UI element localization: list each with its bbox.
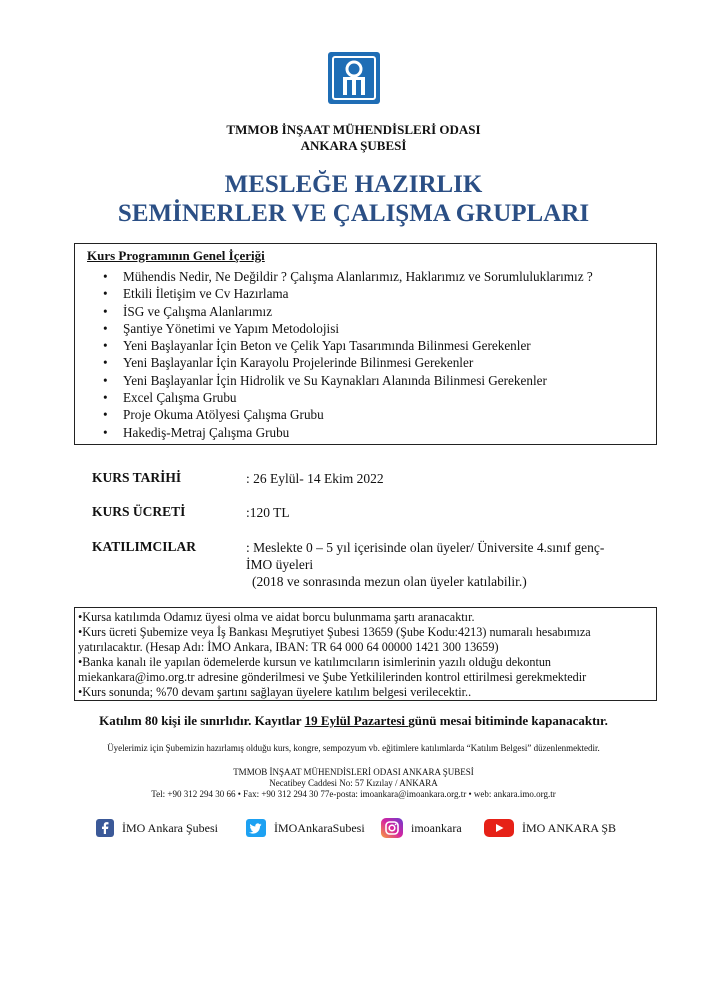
org-name: TMMOB İNŞAAT MÜHENDİSLERİ ODASI [226,122,481,137]
branch-name: ANKARA ŞUBESİ [300,138,407,153]
twitter-label: İMOAnkaraSubesi [274,820,365,835]
list-item: • Hakediş-Metraj Çalışma Grubu [75,424,593,441]
deadline-date: 19 Eylül Pazartesi [304,713,409,728]
page-title-line2: SEMİNERLER VE ÇALIŞMA GRUPLARI [117,200,590,227]
youtube-label: İMO ANKARA ŞB [522,820,617,835]
twitter-link[interactable] [246,818,365,838]
list-item: • Mühendis Nedir, Ne Değildir ? Çalışma Alanlarımız, Haklarımız ve Sorumluluklarımız ? [75,268,593,285]
note-line: yatırılacaktır. (Hesap Adı: İMO Ankara, IBAN: TR 64 000 64 00000 1421 300 13659) [78,640,499,654]
course-fee-value: :120 TL [246,505,290,520]
instagram-icon [381,818,403,838]
participants-line3: (2018 ve sonrasında mezun olan üyeler katılabilir.) [252,574,527,589]
twitter-icon [246,819,266,837]
facebook-icon [96,819,114,837]
facebook-link[interactable] [96,818,218,838]
youtube-link[interactable] [484,818,616,838]
participants-label: KATILIMCILAR [92,539,197,554]
registration-announcement [0,713,707,729]
participants-line1: : Meslekte 0 – 5 yıl içerisinde olan üyeler/ Üniversite 4.sınıf genç- [246,540,605,555]
list-item: • Yeni Başlayanlar İçin Karayolu Projelerinde Bilinmesi Gerekenler [75,354,593,371]
certificate-note: Üyelerimiz için Şubemizin hazırlamış olduğu kurs, kongre, sempozyum vb. eğitimlere katılımlarda “Katılım Belgesi” düzenlenmektedir. [107,743,600,753]
facebook-label: İMO Ankara Şubesi [122,820,218,835]
imo-logo [328,52,380,104]
footer-contact: Tel: +90 312 294 30 66 • Fax: +90 312 294 30 77e-posta: imoankara@imoankara.org.tr • web: ankara.imo.org.tr [151,789,556,799]
note-line: •Banka kanalı ile yapılan ödemelerde kursun ve katılımcıların isimlerinin yazılı olduğu dekontun [78,655,552,669]
instagram-label: imoankara [411,820,462,835]
list-item: • Etkili İletişim ve Cv Hazırlama [75,285,593,302]
footer-address: Necatibey Caddesi No: 57 Kızılay / ANKARA [269,778,438,788]
list-item: • Excel Çalışma Grubu [75,389,593,406]
program-contents-box [74,243,657,445]
list-item: • Yeni Başlayanlar İçin Hidrolik ve Su Kaynakları Alanında Bilinmesi Gerekenler [75,372,593,389]
instagram-link[interactable] [381,818,462,838]
list-item: • Proje Okuma Atölyesi Çalışma Grubu [75,406,593,423]
program-heading: Kurs Programının Genel İçeriği [87,248,265,263]
list-item: • Şantiye Yönetimi ve Yapım Metodolojisi [75,320,593,337]
program-list [75,268,593,441]
course-fee-label: KURS ÜCRETİ [92,504,186,519]
page-title-line1: MESLEĞE HAZIRLIK [224,171,483,198]
list-item: • İSG ve Çalışma Alanlarımız [75,303,593,320]
note-line: •Kurs sonunda; %70 devam şartını sağlayan üyelere katılım belgesi verilecektir.. [78,685,472,699]
note-line: •Kursa katılımda Odamız üyesi olma ve aidat borcu bulunmama şartı aranacaktır. [78,610,475,624]
course-date-value: : 26 Eylül- 14 Ekim 2022 [246,471,384,486]
notes-box [74,607,657,701]
participants-line2: İMO üyeleri [246,557,314,572]
course-date-label: KURS TARİHİ [92,470,182,485]
note-line: miekankara@imo.org.tr adresine gönderilmesi ve Şube Yetkililerinden kontrol ettirilmesi gerekmektedir [78,670,587,684]
announcement-text: Katılım 80 kişi ile sınırlıdır. Kayıtlar [99,713,305,728]
list-item: • Yeni Başlayanlar İçin Beton ve Çelik Yapı Tasarımında Bilinmesi Gerekenler [75,337,593,354]
note-line: •Kurs ücreti Şubemize veya İş Bankası Meşrutiyet Şubesi 13659 (Şube Kodu:4213) numaralı hesabımıza [78,625,591,639]
youtube-icon [484,819,514,837]
footer-org: TMMOB İNŞAAT MÜHENDİSLERİ ODASI ANKARA ŞUBESİ [233,767,474,777]
announcement-text-end: günü mesai bitiminde kapanacaktır. [408,713,608,728]
